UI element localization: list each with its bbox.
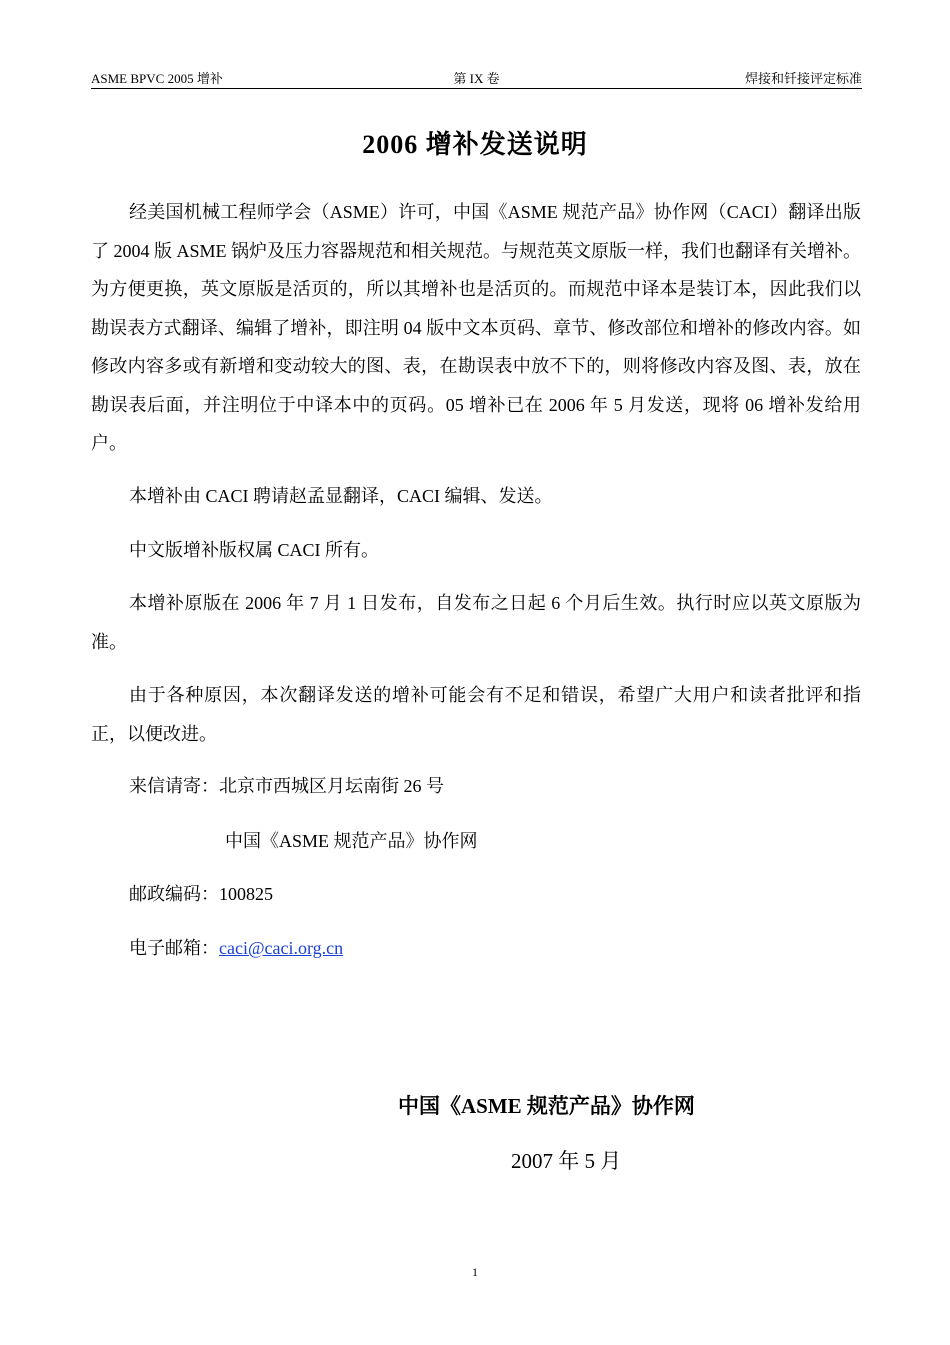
paragraph-feedback: 由于各种原因，本次翻译发送的增补可能会有不足和错误，希望广大用户和读者批评和指正，以便改进。: [91, 685, 861, 744]
header-left: ASME BPVC 2005 增补: [91, 71, 223, 86]
postcode: 邮政编码：100825: [129, 884, 273, 904]
mailing-address-org: 中国《ASME 规范产品》协作网: [225, 831, 478, 851]
email-row: [129, 929, 343, 967]
page-number: 1: [472, 1265, 478, 1279]
document-title: 2006 增补发送说明: [362, 130, 588, 159]
signature-org: 中国《ASME 规范产品》协作网: [398, 1094, 695, 1118]
paragraph-copyright: 中文版增补版权属 CACI 所有。: [129, 540, 380, 560]
email-label: 电子邮箱：: [129, 938, 219, 958]
mailing-address: 来信请寄：北京市西城区月坛南街 26 号: [129, 776, 444, 796]
paragraph-intro: 经美国机械工程师学会（ASME）许可，中国《ASME 规范产品》协作网（CACI）翻译出版了 2004 版 ASME 锅炉及压力容器规范和相关规范。与规范英文原版一样，我们也翻译有关增补。为方便更换，英文原版是活页的，所以其增补也是活页的。而规范中译本是装订本，因此我们以勘误表方式翻译、编辑了增补，即注明 04 版中文本页码、章节、修改部位和增补的修改内容。如修改内容多或有新增和变动较大的图、表，在勘误表中放不下的，则将修改内容及图、表，放在勘误表后面，并注明位于中译本中的页码。05 增补已在 2006 年 5 月发送，现将 06 增补发给用户。: [91, 202, 862, 453]
page-header: [91, 66, 862, 89]
header-center: 第 IX 卷: [453, 71, 500, 86]
paragraph-translator: 本增补由 CACI 聘请赵孟显翻译，CACI 编辑、发送。: [129, 486, 553, 506]
signature-date: 2007 年 5 月: [511, 1149, 622, 1173]
email-link[interactable]: caci@caci.org.cn: [219, 938, 344, 958]
paragraph-effective-date: 本增补原版在 2006 年 7 月 1 日发布，自发布之日起 6 个月后生效。执行时应以英文原版为准。: [91, 593, 861, 652]
header-right: 焊接和钎接评定标准: [744, 71, 862, 86]
